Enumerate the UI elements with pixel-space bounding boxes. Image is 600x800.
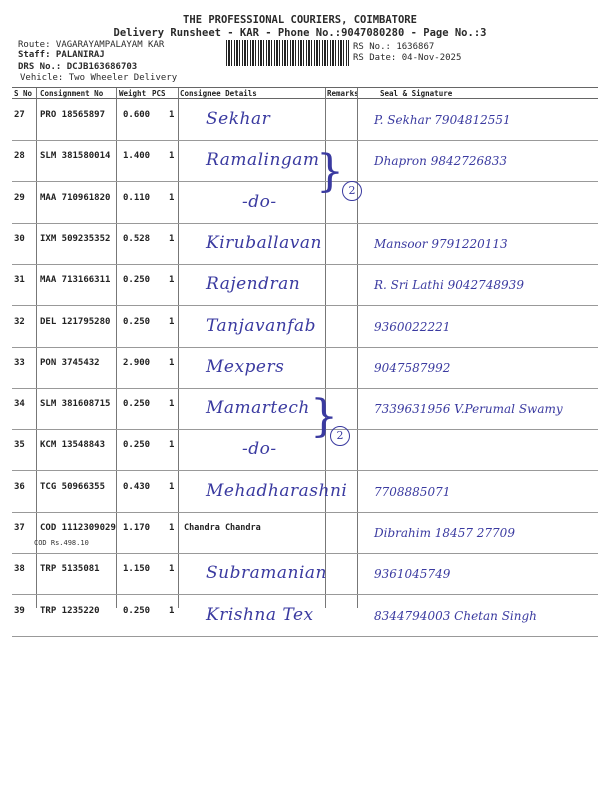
handwritten-consignee: Krishna Tex <box>206 604 314 625</box>
consignment-number: DEL 121795280 <box>40 316 111 327</box>
header-consignee: Consignee Details <box>180 89 257 98</box>
table-row <box>12 223 598 265</box>
handwritten-signature: Dibrahim 18457 27709 <box>374 526 515 540</box>
serial-number: 27 <box>14 110 25 120</box>
serial-number: 31 <box>14 275 25 286</box>
circled-mark: 2 <box>342 181 362 201</box>
handwritten-consignee: Mamartech <box>206 398 310 419</box>
header-weight: Weight <box>119 89 147 98</box>
table-row <box>12 140 598 182</box>
consignment-number: TCG 50966355 <box>40 481 106 492</box>
table-row <box>12 512 598 554</box>
handwritten-signature: 8344794003 Chetan Singh <box>374 608 537 623</box>
handwritten-signature: Mansoor 9791220113 <box>374 236 508 251</box>
pieces-count: 1 <box>169 316 175 327</box>
pieces-count: 1 <box>169 110 175 120</box>
header-consignment: Consignment No <box>40 89 104 98</box>
handwritten-consignee: -do- <box>242 439 277 460</box>
pieces-count: 1 <box>169 192 175 203</box>
serial-number: 35 <box>14 440 25 451</box>
circled-mark: 2 <box>330 426 350 446</box>
staff-label: Staff: PALANIRAJ <box>18 50 105 60</box>
weight-value: 2.900 <box>123 357 151 368</box>
consignment-number: PON 3745432 <box>40 357 100 368</box>
serial-number: 36 <box>14 481 25 492</box>
route-label: Route: VAGARAYAMPALAYAM KAR <box>18 40 165 50</box>
pieces-count: 1 <box>169 357 175 368</box>
handwritten-consignee: Rajendran <box>206 274 301 295</box>
table-row <box>12 347 598 389</box>
handwritten-consignee: Sekhar <box>206 109 271 129</box>
handwritten-consignee: Ramalingam <box>206 150 320 171</box>
weight-value: 0.250 <box>123 316 151 327</box>
pieces-count: 1 <box>169 481 175 492</box>
left-bracket: } <box>310 391 338 442</box>
weight-value: 0.528 <box>123 233 151 244</box>
runsheet-title: Delivery Runsheet - KAR - Phone No.:9047080280 - Page No.:3 <box>113 27 487 39</box>
serial-number: 28 <box>14 151 25 162</box>
handwritten-consignee: Tanjavanfab <box>206 315 317 336</box>
serial-number: 38 <box>14 564 25 575</box>
table-top-line <box>12 87 598 88</box>
consignment-number: IXM 509235352 <box>40 233 111 244</box>
consignment-number: MAA 713166311 <box>40 275 111 286</box>
weight-value: 1.170 <box>123 523 151 533</box>
table-row <box>12 429 598 471</box>
header-sno: S No <box>14 89 33 98</box>
table-row <box>12 182 598 224</box>
serial-number: 33 <box>14 357 25 368</box>
serial-number: 32 <box>14 316 25 327</box>
header-remarks: Remarks <box>327 89 359 98</box>
handwritten-consignee: Subramanian <box>206 563 327 584</box>
weight-value: 0.430 <box>123 481 151 492</box>
pieces-count: 1 <box>169 399 175 410</box>
rs-date: RS Date: 04-Nov-2025 <box>353 53 462 63</box>
handwritten-signature: 9360022221 <box>374 319 451 334</box>
weight-value: 1.150 <box>123 564 151 575</box>
cod-amount: COD Rs.498.10 <box>34 539 89 547</box>
pieces-count: 1 <box>169 275 175 286</box>
barcode <box>226 40 349 66</box>
serial-number: 30 <box>14 233 25 244</box>
pieces-count: 1 <box>169 233 175 244</box>
serial-number: 29 <box>14 192 25 203</box>
weight-value: 0.600 <box>123 110 151 120</box>
consignment-number: SLM 381608715 <box>40 399 111 410</box>
header-pcs: PCS <box>152 89 166 98</box>
serial-number: 39 <box>14 605 25 616</box>
weight-value: 0.250 <box>123 605 151 616</box>
consignment-number: SLM 381580014 <box>40 151 111 162</box>
consignment-number: COD 1112309029 <box>40 523 116 533</box>
serial-number: 37 <box>14 523 25 533</box>
table-row <box>12 306 598 348</box>
table-row <box>12 99 598 141</box>
pieces-count: 1 <box>169 564 175 575</box>
consignment-number: TRP 1235220 <box>40 605 100 616</box>
weight-value: 0.110 <box>123 192 151 203</box>
pieces-count: 1 <box>169 523 175 533</box>
weight-value: 1.400 <box>123 151 151 162</box>
vehicle-label: Vehicle: Two Wheeler Delivery <box>20 73 178 83</box>
handwritten-signature: Dhapron 9842726833 <box>374 154 508 169</box>
handwritten-consignee: -do- <box>242 191 277 212</box>
handwritten-consignee: Mexpers <box>206 356 285 377</box>
table-row <box>12 264 598 306</box>
table-row <box>12 553 598 595</box>
handwritten-signature: R. Sri Lathi 9042748939 <box>374 278 524 293</box>
pieces-count: 1 <box>169 440 175 451</box>
consignment-number: PRO 18565897 <box>40 110 106 120</box>
consignment-number: MAA 710961820 <box>40 192 111 203</box>
weight-value: 0.250 <box>123 399 151 410</box>
pieces-count: 1 <box>169 605 175 616</box>
consignment-number: KCM 13548843 <box>40 440 106 451</box>
weight-value: 0.250 <box>123 440 151 451</box>
table-row <box>12 595 598 637</box>
consignment-number: TRP 5135081 <box>40 564 100 575</box>
handwritten-signature: 9047587992 <box>374 360 451 375</box>
handwritten-signature: 7708885071 <box>374 484 451 499</box>
pieces-count: 1 <box>169 151 175 162</box>
handwritten-consignee: Kiruballavan <box>206 232 322 253</box>
company-title: THE PROFESSIONAL COURIERS, COIMBATORE <box>183 14 417 26</box>
weight-value: 0.250 <box>123 275 151 286</box>
drs-number: DRS No.: DCJB163686703 <box>18 62 138 72</box>
table-row <box>12 471 598 513</box>
consignee-name: Chandra Chandra <box>184 523 261 533</box>
header-seal: Seal & Signature <box>380 89 453 98</box>
table-row <box>12 388 598 430</box>
handwritten-signature: 7339631956 V.Perumal Swamy <box>374 402 563 417</box>
rs-number: RS No.: 1636867 <box>353 42 435 52</box>
handwritten-signature: 9361045749 <box>374 567 451 582</box>
handwritten-signature: P. Sekhar 7904812551 <box>374 113 511 127</box>
left-bracket: } <box>316 146 344 197</box>
handwritten-consignee: Mehadharashni <box>206 480 348 501</box>
serial-number: 34 <box>14 399 25 410</box>
